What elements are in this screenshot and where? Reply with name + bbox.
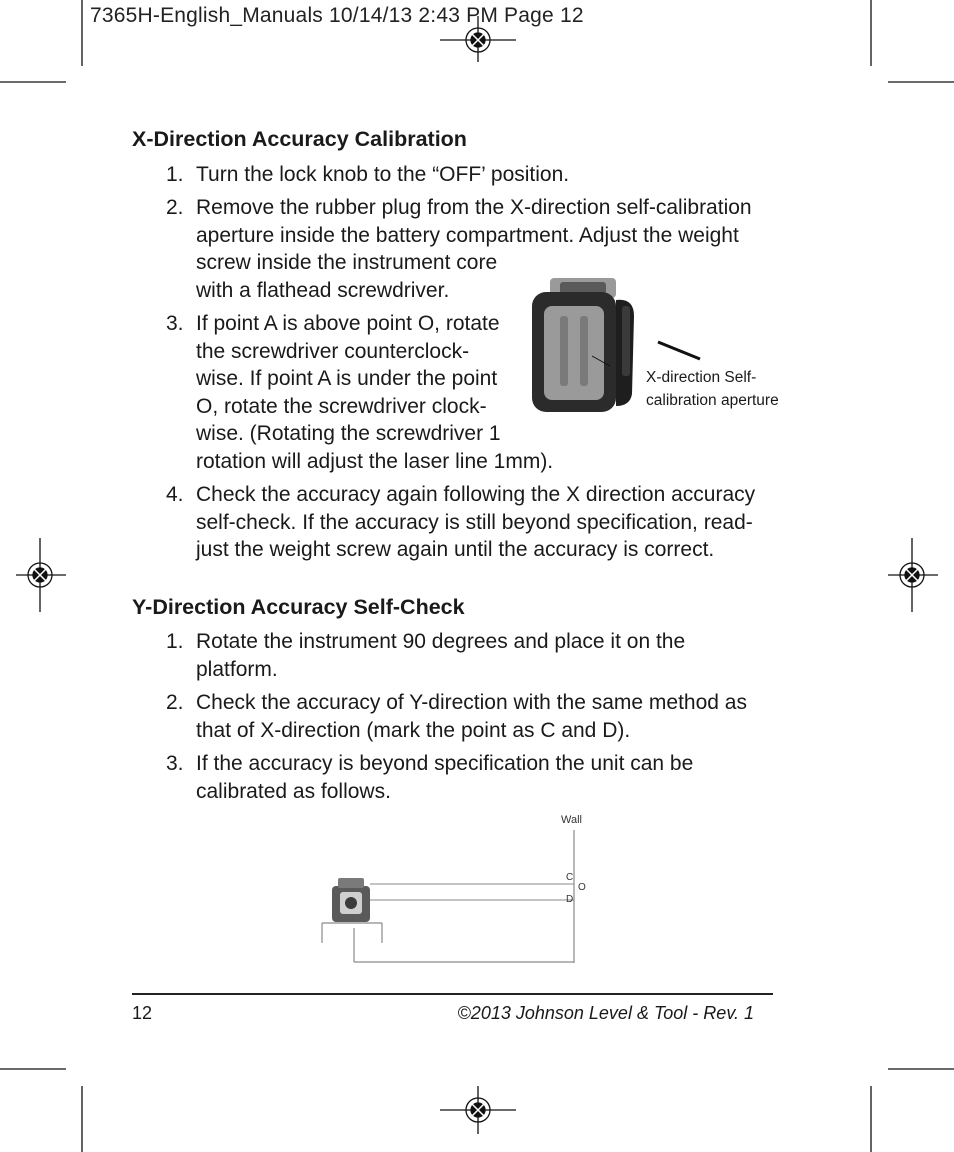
step-item: 2. Remove the rubber plug from the X-direction self-calibration aperture inside the battery compartment. Adjust the weight screw inside the instrument core with a flathead screwdriver. [166,196,752,302]
footer-rule [132,993,773,995]
step-item: 2. Check the accuracy of Y-direction with the same method as that of X-direction (mark the point as C and D). [166,691,747,742]
section-heading-x-calibration: X-Direction Accuracy Calibration [132,127,467,151]
section-heading-y-check: Y-Direction Accuracy Self-Check [132,594,465,619]
step-item: 3. If the accuracy is beyond specification the unit can be calibrated as follows. [166,752,694,803]
step-item: 1. Turn the lock knob to the “OFF’ position. [166,162,570,186]
laser-level-device-image [530,276,650,416]
point-d-label: D [566,894,574,905]
y-check-steps [132,628,772,805]
registration-mark-right [888,538,938,612]
wall-calibration-diagram [320,808,620,973]
copyright-notice: ©2013 Johnson Level & Tool - Rev. 1 [457,1003,754,1023]
x-calibration-steps [132,161,772,564]
step-item: 1. Rotate the instrument 90 degrees and place it on the platform. [166,630,686,681]
registration-mark-left [16,538,66,612]
wall-label: Wall [561,814,582,826]
page-number: 12 [132,1003,153,1023]
manual-content [132,126,772,811]
print-slug: 7365H-English_Manuals 10/14/13 2:43 PM Page 12 [90,4,584,27]
registration-mark-bottom [440,1086,516,1134]
callout-label: X-direction Self- calibration aperture [646,369,779,409]
mini-laser-level-icon [332,878,370,922]
point-o-label: O [578,882,586,893]
step-item: 4. Check the accuracy again following the X direction accuracy self-check. If the accuracy is still beyond specification, read- just the weight screw again until the accuracy is correct. [166,483,756,561]
registration-mark-top [440,16,516,62]
point-c-label: C [566,872,574,883]
step-item: 3. If point A is above point O, rotate the screwdriver counterclock- wise. If point A is under the point O, rotate the screwdriver clock- wise. (Rotating the screwdriver 1 rotation will adjust the laser line 1mm). [166,312,554,473]
